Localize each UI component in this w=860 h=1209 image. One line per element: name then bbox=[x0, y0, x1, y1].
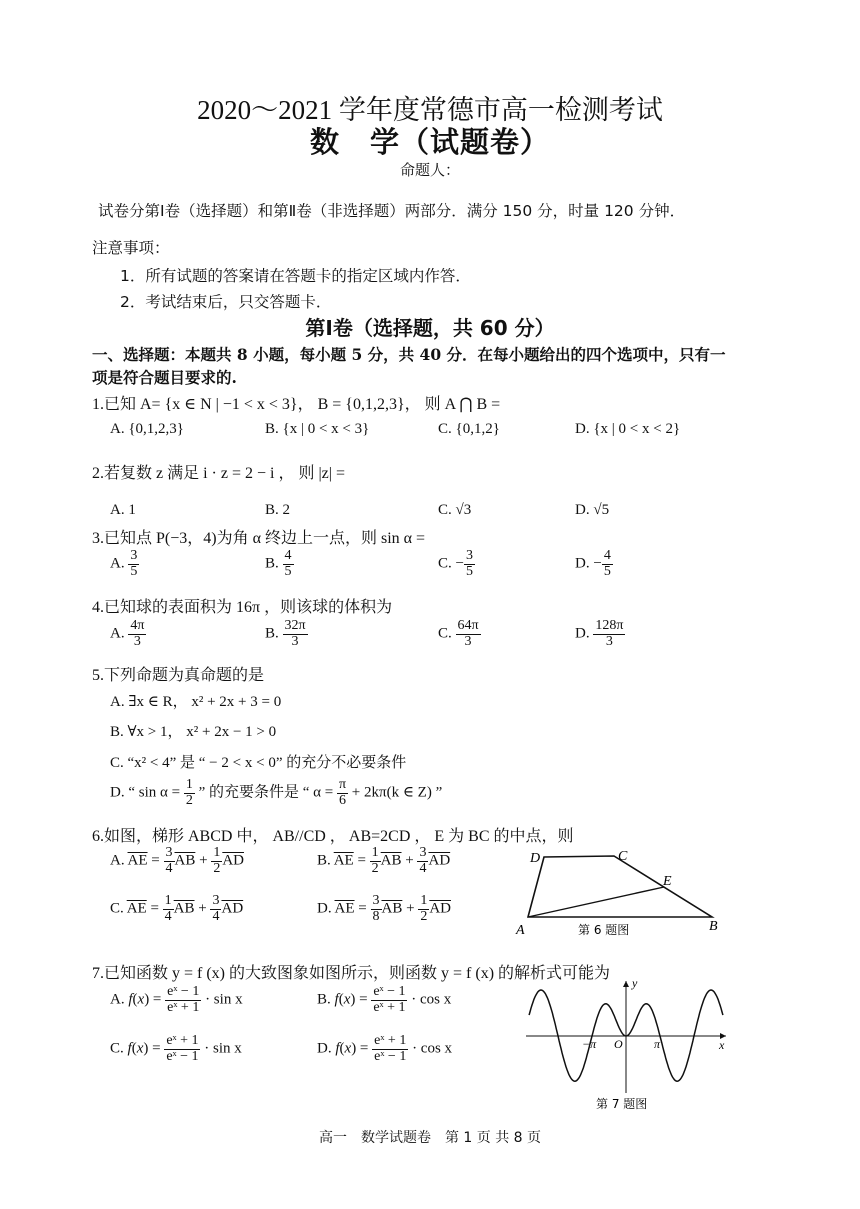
trapezoid-outline bbox=[528, 856, 712, 917]
figure-7-caption: 第 7 题图 bbox=[596, 1097, 648, 1111]
tick-neg-pi: −π bbox=[582, 1037, 597, 1051]
vertex-b: B bbox=[709, 919, 718, 934]
x-axis-label: x bbox=[719, 1038, 725, 1052]
function-graph-figure bbox=[522, 975, 737, 1115]
notes-heading: 注意事项： bbox=[92, 239, 170, 257]
vertex-d: D bbox=[530, 851, 541, 866]
q6-option-d: D. $\overline{AE}$ = $\frac{3}{8}$ $\overline{AB}$ + $\frac{1}{2}$ $\overline{AD}$ bbox=[317, 893, 451, 924]
q2-option-b: B. 2 bbox=[265, 502, 291, 518]
q6-option-a: A. $\overline{AE}$ = $\frac{3}{4}$ $\overline{AB}$ + $\frac{1}{2}$ $\overline{AD}$ bbox=[110, 845, 244, 876]
q3-option-c: C. − $\frac{3}{5}$ bbox=[438, 548, 473, 579]
q6-option-b: B. $\overline{AE}$ = $\frac{1}{2}$ $\overline{AB}$ + $\frac{3}{4}$ $\overline{AD}$ bbox=[317, 845, 451, 876]
origin-label: O bbox=[614, 1037, 623, 1051]
exam-title-line2: 数 学（试题卷） bbox=[309, 125, 550, 159]
part-heading-cont: 项是符合题目要求的. bbox=[92, 368, 237, 387]
q5-option-a: A. ∃x ∈ R， x² + 2x + 3 = 0 bbox=[110, 694, 282, 710]
y-axis-label: y bbox=[632, 976, 638, 990]
exam-title-line1: 2020～2021 学年度常德市高一检测考试 bbox=[197, 95, 663, 125]
section-title: 第Ⅰ卷（选择题，共 60 分） bbox=[305, 316, 555, 340]
trapezoid-figure bbox=[512, 845, 727, 937]
q6-option-c: C. $\overline{AE}$ = $\frac{1}{4}$ $\overline{AB}$ + $\frac{3}{4}$ $\overline{AD}$ bbox=[110, 893, 244, 924]
question-6-stem: 6.如图，梯形 ABCD 中， AB//CD ， AB=2CD ， E 为 BC 的中点，则 bbox=[92, 828, 574, 845]
author-label: 命题人： bbox=[399, 161, 460, 179]
question-1-stem: 1.已知 A= {x ∈ N | −1 < x < 3}， B = {0,1,2,3}， 则 A ⋂ B = bbox=[92, 396, 501, 413]
vertex-e: E bbox=[663, 874, 672, 889]
q5-option-c: C. “x² < 4” 是 “ − 2 < x < 0” 的充分不必要条件 bbox=[110, 755, 407, 771]
q5-option-b: B. ∀x > 1， x² + 2x − 1 > 0 bbox=[110, 724, 277, 740]
vertex-c: C bbox=[618, 849, 628, 864]
q7-option-a: A. f(x) = $\frac{\text{eˣ − 1}}{\text{eˣ + 1}}$ · sin x bbox=[110, 984, 243, 1015]
q4-option-b: B. $\frac{32\pi}{3}$ bbox=[265, 618, 306, 649]
q7-option-c: C. f(x) = $\frac{\text{eˣ + 1}}{\text{eˣ − 1}}$ · sin x bbox=[110, 1033, 242, 1064]
q1-option-d: D. {x | 0 < x < 2} bbox=[575, 421, 681, 437]
q3-option-a: A. $\frac{3}{5}$ bbox=[110, 548, 138, 579]
note-item: 1．所有试题的答案请在答题卡的指定区域内作答． bbox=[120, 267, 471, 285]
vertex-a: A bbox=[516, 923, 525, 937]
question-5-stem: 5.下列命题为真命题的是 bbox=[92, 667, 265, 684]
q5-option-d: D. “ sin α = $\frac{1}{2}$ ” 的充要条件是 “ α = $\frac{\pi}{6}$ + 2kπ(k ∈ Z) ” bbox=[110, 777, 443, 808]
q7-option-d: D. f(x) = $\frac{\text{eˣ + 1}}{\text{eˣ − 1}}$ · cos x bbox=[317, 1033, 453, 1064]
q2-option-c: C. √3 bbox=[438, 502, 472, 518]
question-4-stem: 4.已知球的表面积为 16π ，则该球的体积为 bbox=[92, 599, 393, 616]
segment-ae bbox=[528, 887, 664, 917]
question-2-stem: 2.若复数 z 满足 i · z = 2 − i ， 则 |z| = bbox=[92, 465, 346, 482]
q7-option-b: B. f(x) = $\frac{\text{eˣ − 1}}{\text{eˣ + 1}}$ · cos x bbox=[317, 984, 452, 1015]
q3-option-b: B. $\frac{4}{5}$ bbox=[265, 548, 292, 579]
q4-option-a: A. $\frac{4\pi}{3}$ bbox=[110, 618, 145, 649]
intro-text: 试卷分第Ⅰ卷（选择题）和第Ⅱ卷（非选择题）两部分．满分 150 分，时量 120 分钟． bbox=[98, 202, 686, 220]
q4-option-c: C. $\frac{64\pi}{3}$ bbox=[438, 618, 479, 649]
figure-6-caption: 第 6 题图 bbox=[578, 923, 630, 937]
page-footer: 高一 数学试题卷 第 1 页 共 8 页 bbox=[318, 1130, 542, 1146]
question-7-stem: 7.已知函数 y = f (x) 的大致图象如图所示，则函数 y = f (x) 的解析式可能为 bbox=[92, 965, 611, 982]
q2-option-a: A. 1 bbox=[110, 502, 136, 518]
q1-option-c: C. {0,1,2} bbox=[438, 421, 500, 437]
note-item: 2．考试结束后，只交答题卡． bbox=[120, 293, 332, 311]
tick-pos-pi: π bbox=[654, 1037, 661, 1051]
q2-option-d: D. √5 bbox=[575, 502, 610, 518]
q1-option-b: B. {x | 0 < x < 3} bbox=[265, 421, 370, 437]
q4-option-d: D. $\frac{128\pi}{3}$ bbox=[575, 618, 624, 649]
part-heading: 一、选择题：本题共 8 小题，每小题 5 分，共 40 分．在每小题给出的四个选项中，只有一 bbox=[92, 345, 726, 364]
question-3-stem: 3.已知点 P(−3，4)为角 α 终边上一点，则 sin α = bbox=[92, 530, 426, 547]
q1-option-a: A. {0,1,2,3} bbox=[110, 421, 184, 437]
q3-option-d: D. − $\frac{4}{5}$ bbox=[575, 548, 611, 579]
